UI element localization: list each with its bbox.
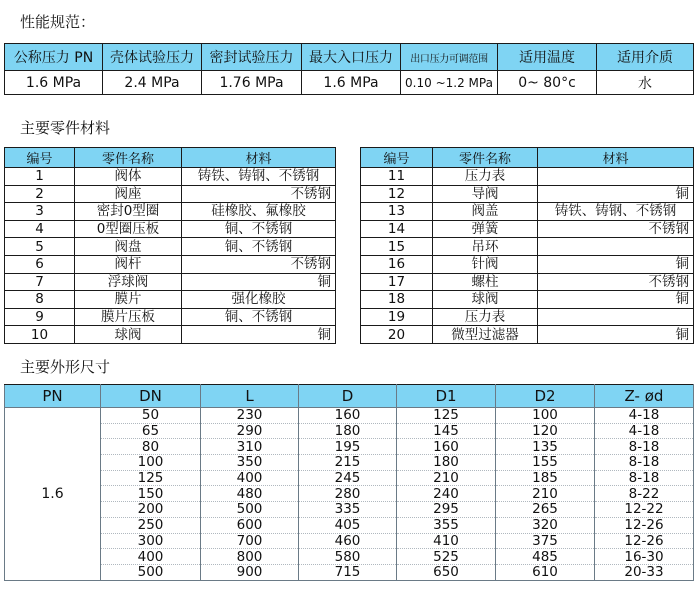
d2-value: 610	[496, 564, 595, 580]
parts-heading: 主要零件材料	[20, 119, 111, 137]
table-row	[5, 238, 336, 256]
part-material: 强化橡胶	[182, 291, 336, 309]
part-material: 不锈钢	[182, 255, 336, 273]
spec-value-row	[5, 71, 694, 95]
d-value: 195	[299, 439, 397, 455]
d1-value: 410	[397, 533, 496, 549]
table-row	[361, 168, 694, 186]
part-material	[538, 238, 694, 256]
part-name: 阀盖	[433, 203, 538, 221]
header-z-d: Z- ød	[595, 385, 694, 408]
part-material: 铜、不锈钢	[182, 238, 336, 256]
part-name: 弹簧	[433, 220, 538, 238]
l-value: 500	[201, 502, 299, 518]
table-row	[5, 291, 336, 309]
value-max-inlet-pressure: 1.6 MPa	[302, 71, 401, 95]
part-number: 16	[361, 255, 433, 273]
value-nominal-pressure: 1.6 MPa	[5, 71, 103, 95]
l-value: 480	[201, 486, 299, 502]
part-name: 压力表	[433, 168, 538, 186]
table-row	[5, 470, 694, 486]
part-name: 0型圈压板	[75, 220, 182, 238]
part-name: 阀杆	[75, 255, 182, 273]
part-name: 吊环	[433, 238, 538, 256]
table-row	[5, 455, 694, 471]
part-name: 螺柱	[433, 273, 538, 291]
table-row	[5, 308, 336, 326]
part-number: 14	[361, 220, 433, 238]
z-d-value: 8-18	[595, 455, 694, 471]
d-value: 405	[299, 517, 397, 533]
dn-value: 150	[101, 486, 201, 502]
part-number: 2	[5, 185, 75, 203]
header-temperature: 适用温度	[498, 44, 597, 71]
table-row	[5, 533, 694, 549]
table-row	[5, 255, 336, 273]
header-part-number: 编号	[5, 148, 75, 168]
d1-value: 160	[397, 439, 496, 455]
table-row	[361, 185, 694, 203]
part-number: 12	[361, 185, 433, 203]
header-part-name: 零件名称	[433, 148, 538, 168]
part-material: 铜	[538, 255, 694, 273]
d-value: 460	[299, 533, 397, 549]
part-number: 8	[5, 291, 75, 309]
z-d-value: 20-33	[595, 564, 694, 580]
dn-value: 400	[101, 549, 201, 565]
l-value: 310	[201, 439, 299, 455]
header-material: 材料	[538, 148, 694, 168]
header-dn: DN	[101, 385, 201, 408]
z-d-value: 4-18	[595, 423, 694, 439]
header-nominal-pressure: 公称压力 PN	[5, 44, 103, 71]
table-row	[361, 203, 694, 221]
d2-value: 135	[496, 439, 595, 455]
part-number: 6	[5, 255, 75, 273]
z-d-value: 4-18	[595, 408, 694, 424]
d2-value: 155	[496, 455, 595, 471]
pn-value: 1.6	[5, 408, 101, 581]
d2-value: 100	[496, 408, 595, 424]
part-material: 铸铁、铸钢、不锈钢	[182, 168, 336, 186]
part-name: 压力表	[433, 308, 538, 326]
d1-value: 240	[397, 486, 496, 502]
dn-value: 300	[101, 533, 201, 549]
part-name: 浮球阀	[75, 273, 182, 291]
parts-table-right	[360, 147, 694, 344]
part-number: 9	[5, 308, 75, 326]
part-material: 铜	[538, 326, 694, 344]
table-row	[5, 168, 336, 186]
part-name: 微型过滤器	[433, 326, 538, 344]
part-name: 球阀	[75, 326, 182, 344]
table-row	[361, 238, 694, 256]
dn-value: 200	[101, 502, 201, 518]
d2-value: 265	[496, 502, 595, 518]
d-value: 580	[299, 549, 397, 565]
d1-value: 180	[397, 455, 496, 471]
l-value: 600	[201, 517, 299, 533]
d-value: 215	[299, 455, 397, 471]
dn-value: 65	[101, 423, 201, 439]
d2-value: 320	[496, 517, 595, 533]
value-outlet-pressure-range: 0.10 ~1.2 MPa	[401, 71, 498, 95]
part-number: 10	[5, 326, 75, 344]
header-d2: D2	[496, 385, 595, 408]
table-row	[5, 423, 694, 439]
value-medium: 水	[597, 71, 694, 95]
table-row	[5, 185, 336, 203]
part-name: 阀体	[75, 168, 182, 186]
table-row	[361, 326, 694, 344]
performance-spec-table	[4, 43, 694, 95]
table-row	[5, 486, 694, 502]
table-row	[361, 255, 694, 273]
d1-value: 125	[397, 408, 496, 424]
parts-table-left	[4, 147, 336, 344]
header-pn: PN	[5, 385, 101, 408]
header-l: L	[201, 385, 299, 408]
header-max-inlet-pressure: 最大入口压力	[302, 44, 401, 71]
header-medium: 适用介质	[597, 44, 694, 71]
z-d-value: 12-22	[595, 502, 694, 518]
part-material: 铜	[182, 273, 336, 291]
part-number: 17	[361, 273, 433, 291]
d1-value: 295	[397, 502, 496, 518]
d-value: 715	[299, 564, 397, 580]
d1-value: 525	[397, 549, 496, 565]
table-row	[5, 564, 694, 580]
part-material	[538, 308, 694, 326]
table-row	[5, 408, 694, 424]
l-value: 700	[201, 533, 299, 549]
dn-value: 50	[101, 408, 201, 424]
part-material: 硅橡胶、氟橡胶	[182, 203, 336, 221]
z-d-value: 8-22	[595, 486, 694, 502]
d-value: 180	[299, 423, 397, 439]
z-d-value: 16-30	[595, 549, 694, 565]
dn-value: 500	[101, 564, 201, 580]
table-row	[361, 220, 694, 238]
parts-header-row	[361, 148, 694, 168]
part-number: 3	[5, 203, 75, 221]
dn-value: 80	[101, 439, 201, 455]
dn-value: 125	[101, 470, 201, 486]
part-material: 不锈钢	[538, 220, 694, 238]
l-value: 900	[201, 564, 299, 580]
part-number: 20	[361, 326, 433, 344]
header-material: 材料	[182, 148, 336, 168]
part-name: 阀座	[75, 185, 182, 203]
d-value: 245	[299, 470, 397, 486]
header-part-number: 编号	[361, 148, 433, 168]
z-d-value: 8-18	[595, 439, 694, 455]
part-material: 铜、不锈钢	[182, 220, 336, 238]
d2-value: 375	[496, 533, 595, 549]
part-material: 铜	[182, 326, 336, 344]
part-material: 铜、不锈钢	[182, 308, 336, 326]
z-d-value: 8-18	[595, 470, 694, 486]
d2-value: 185	[496, 470, 595, 486]
table-row	[361, 291, 694, 309]
z-d-value: 12-26	[595, 517, 694, 533]
table-row	[5, 326, 336, 344]
parts-header-row	[5, 148, 336, 168]
z-d-value: 12-26	[595, 533, 694, 549]
part-number: 18	[361, 291, 433, 309]
part-number: 1	[5, 168, 75, 186]
value-shell-test-pressure: 2.4 MPa	[103, 71, 202, 95]
table-row	[5, 203, 336, 221]
part-number: 15	[361, 238, 433, 256]
d1-value: 210	[397, 470, 496, 486]
part-material: 不锈钢	[538, 273, 694, 291]
part-number: 13	[361, 203, 433, 221]
part-material: 铜	[538, 291, 694, 309]
l-value: 350	[201, 455, 299, 471]
d2-value: 120	[496, 423, 595, 439]
table-row	[361, 308, 694, 326]
d2-value: 210	[496, 486, 595, 502]
spec-header-row	[5, 44, 694, 71]
part-name: 膜片	[75, 291, 182, 309]
header-d1: D1	[397, 385, 496, 408]
d1-value: 355	[397, 517, 496, 533]
part-name: 膜片压板	[75, 308, 182, 326]
part-name: 导阀	[433, 185, 538, 203]
table-row	[5, 549, 694, 565]
part-number: 4	[5, 220, 75, 238]
part-material	[538, 168, 694, 186]
header-outlet-pressure-range: 出口压力可调范围	[401, 44, 498, 71]
table-row	[5, 517, 694, 533]
part-name: 球阀	[433, 291, 538, 309]
l-value: 290	[201, 423, 299, 439]
part-name: 密封0型圈	[75, 203, 182, 221]
table-row	[5, 502, 694, 518]
part-number: 5	[5, 238, 75, 256]
part-number: 7	[5, 273, 75, 291]
header-d: D	[299, 385, 397, 408]
d-value: 160	[299, 408, 397, 424]
part-material: 铸铁、铸钢、不锈钢	[538, 203, 694, 221]
part-name: 针阀	[433, 255, 538, 273]
d1-value: 650	[397, 564, 496, 580]
d2-value: 485	[496, 549, 595, 565]
value-temperature: 0~ 80°c	[498, 71, 597, 95]
part-material: 不锈钢	[182, 185, 336, 203]
dims-header-row	[5, 385, 694, 408]
value-seal-test-pressure: 1.76 MPa	[202, 71, 302, 95]
part-material: 铜	[538, 185, 694, 203]
table-row	[5, 220, 336, 238]
spec-heading: 性能规范：	[20, 13, 96, 31]
table-row	[5, 273, 336, 291]
part-number: 11	[361, 168, 433, 186]
l-value: 230	[201, 408, 299, 424]
table-row	[361, 273, 694, 291]
d-value: 280	[299, 486, 397, 502]
dims-heading: 主要外形尺寸	[20, 358, 111, 376]
dimensions-table	[4, 384, 694, 581]
part-number: 19	[361, 308, 433, 326]
d-value: 335	[299, 502, 397, 518]
header-shell-test-pressure: 壳体试验压力	[103, 44, 202, 71]
d1-value: 145	[397, 423, 496, 439]
header-part-name: 零件名称	[75, 148, 182, 168]
dn-value: 100	[101, 455, 201, 471]
table-row	[5, 439, 694, 455]
l-value: 800	[201, 549, 299, 565]
part-name: 阀盘	[75, 238, 182, 256]
header-seal-test-pressure: 密封试验压力	[202, 44, 302, 71]
l-value: 400	[201, 470, 299, 486]
dn-value: 250	[101, 517, 201, 533]
